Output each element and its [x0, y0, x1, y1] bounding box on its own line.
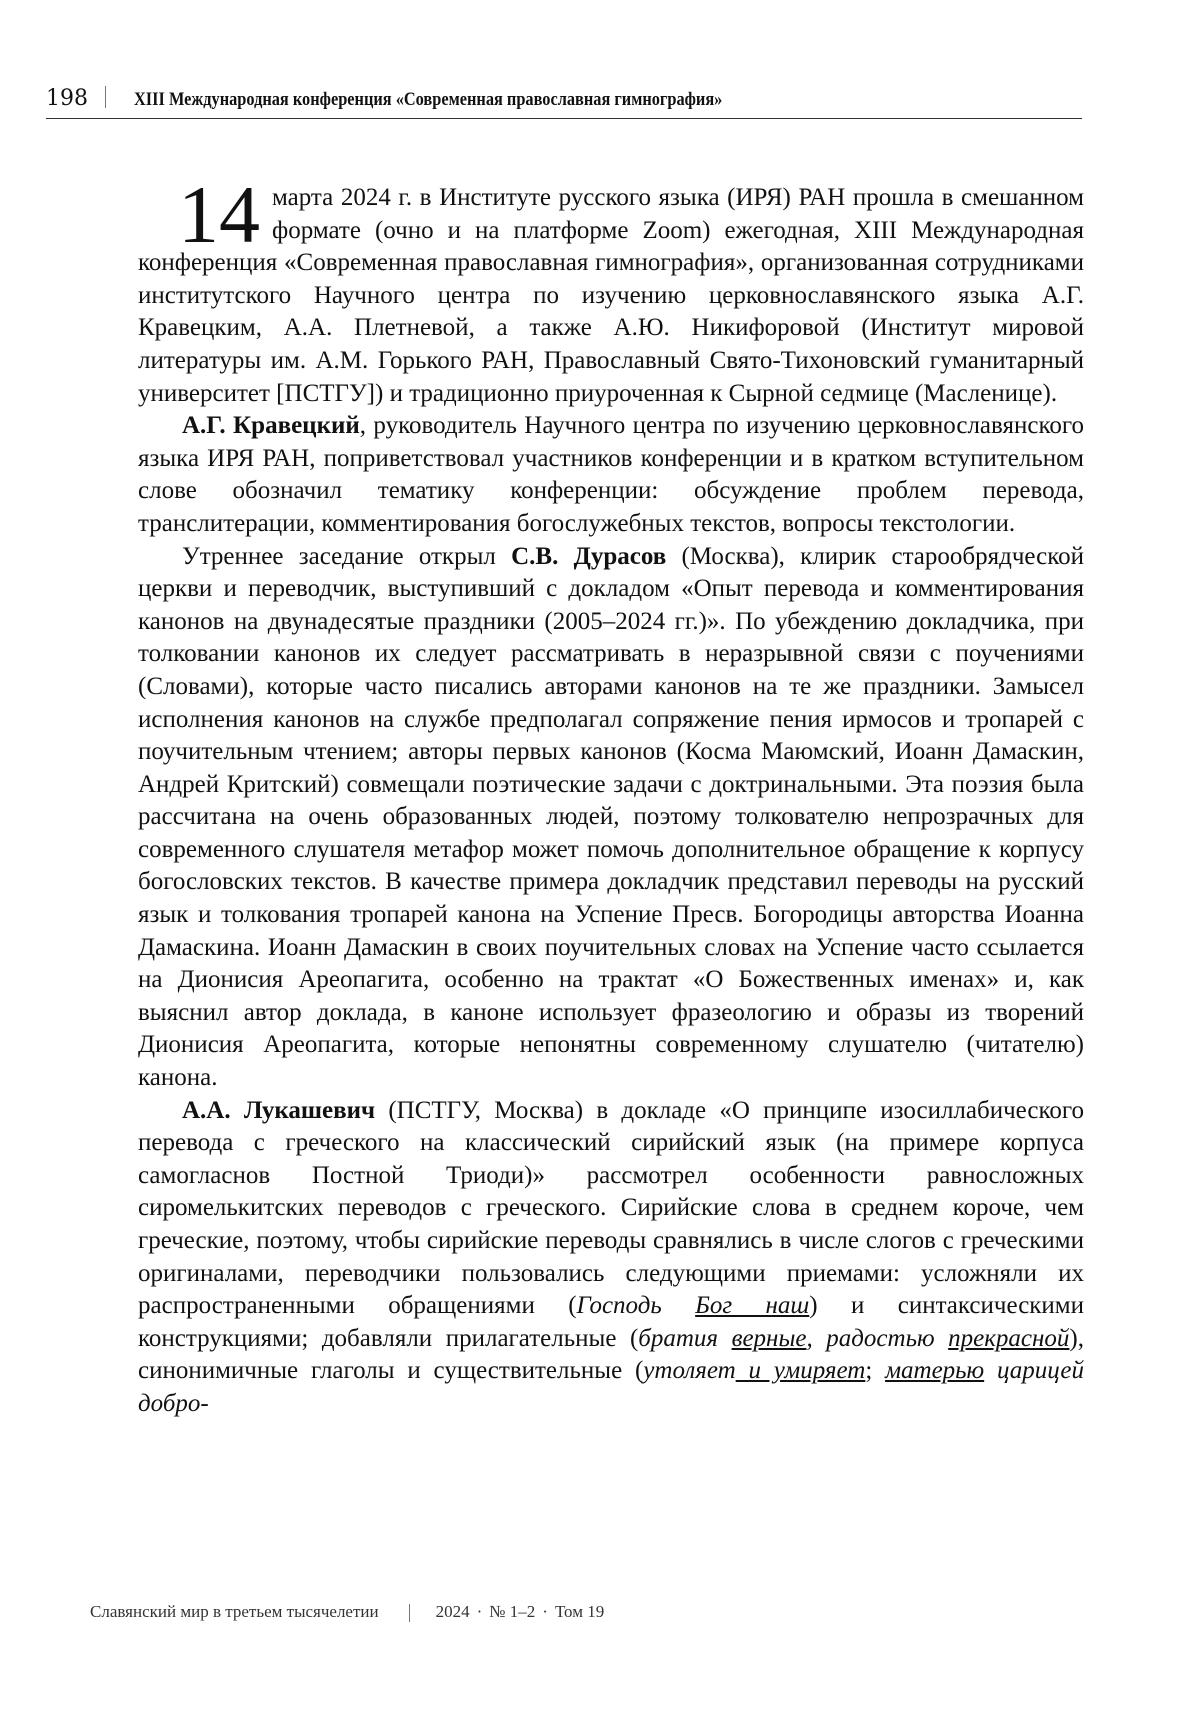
- footer-dot: ·: [476, 1602, 483, 1621]
- italic-example-underlined: верные: [731, 1324, 807, 1352]
- paragraph-text: (ПСТГУ, Москва) в докладе «О принципе изосиллабического перевода с греческого на классический сирийский язык (на примере корпуса самогласнов Постной Триоди)» рассмотрел особенности равносложных сиромелькитских переводов с греческого. Сирийские слова в среднем короче, чем греческие, поэтому, чтобы сирийские переводы сравнялись в числе слогов с греческими оригиналами, переводчики пользовались следующими приемами: усложняли их распространенными обращениями (: [138, 1096, 1084, 1320]
- journal-title: Славянский мир в третьем тысячелетии: [90, 1602, 379, 1621]
- paragraph-text: , руководитель Научного центра по изучению церковнославянского языка ИРЯ РАН, поприветствовал участников конференции и в кратком вступительном слове обозначил тематику конференции: обсуждение проблем перевода, транслитерации, комментирования богослужебных текстов, вопросы текстологии.: [138, 412, 1084, 537]
- paragraph-text: (Москва), клирик старообрядческой церкви и переводчик, выступивший с докладом «Опыт перевода и комментирования канонов на двунадесятые праздники (2005–2024 гг.)». По убеждению докладчика, при толковании канонов их следует рассматривать в неразрывной связи с поучениями (Словами), которые часто писались авторами канонов на те же праздники. Замысел исполнения канонов на службе предполагал сопряжение пения ирмосов и тропарей с поучительным чтением; авторы первых канонов (Косма Маюмский, Иоанн Дамаскин, Андрей Критский) совмещали поэтические задачи с доктринальными. Эта поэзия была рассчитана на очень образованных людей, поэтому толкователю непрозрачных для современного слушателя метафор может помочь дополнительное обращение к корпусу богословских текстов. В качестве примера докладчик представил переводы на русский язык и толкования тропарей канона на Успение Пресв. Богородицы авторства Иоанна Дамаскина. Иоанн Дамаскин в своих поучительных словах на Успение часто ссылается на Дионисия Ареопагита, особенно на трактат «О Божественных именах» и, как выяснил автор доклада, в каноне использует фразеологию и образы из творений Дионисия Ареопагита, которые непонятны современному слушателю (читателю) канона.: [138, 542, 1084, 1092]
- paragraph-text: Утреннее заседание открыл: [182, 542, 512, 570]
- journal-year: 2024: [435, 1602, 470, 1621]
- paragraph-text: ), синонимичные глаголы и существительные (: [138, 1324, 1084, 1385]
- paragraph-durasov: [138, 541, 1084, 1095]
- journal-volume: Том 19: [554, 1602, 605, 1621]
- running-title: XIII Международная конференция «Современная православная гимнография»: [134, 89, 723, 110]
- paragraph-lukashevich: [138, 1095, 1084, 1421]
- italic-example: братия: [638, 1324, 732, 1352]
- italic-example-underlined: и умиряет: [735, 1357, 866, 1385]
- paragraph-intro: [138, 169, 1084, 410]
- drop-cap: 14: [178, 169, 260, 260]
- italic-example: царицей добро-: [138, 1357, 1084, 1417]
- paragraph-text: ;: [865, 1357, 886, 1385]
- paragraph-text: марта 2024 г. в Институте русского языка (ИРЯ) РАН прошла в смешанном формате (очно и на платформе Zoom) ежегодная, XIII Международная конференция «Современная православная гимнография», организованная сотрудниками институтского Научного центра по изучению церковнославянского языка А.Г. Кравецким, А.А. Плетневой, а также А.Ю. Никифоровой (Институт мировой литературы им. А.М. Горького РАН, Православный Свято-Тихоновский гуманитарный университет [ПСТГУ]) и традиционно приуроченная к Сырной седмице (Масленице).: [138, 184, 1084, 407]
- paragraph-kravetsky: [138, 410, 1084, 540]
- paragraph-text: ) и синтаксическими конструкциями; добавляли прилагательные (: [138, 1292, 1085, 1352]
- article-body: [138, 169, 1085, 1421]
- italic-example-underlined: Бог наш: [695, 1292, 810, 1320]
- speaker-name: А.А. Лукашевич: [182, 1096, 376, 1124]
- italic-example-underlined: матерью: [885, 1357, 985, 1385]
- footer-dot: ·: [542, 1602, 548, 1621]
- page-footer: [90, 1602, 604, 1622]
- italic-example-underlined: прекрасной: [948, 1324, 1070, 1352]
- speaker-name: С.В. Дурасов: [511, 542, 667, 570]
- running-header: [46, 82, 1082, 119]
- italic-example: , радостью: [806, 1324, 949, 1352]
- italic-example: утоляет: [643, 1357, 736, 1385]
- header-separator: [105, 86, 106, 108]
- journal-issue: № 1–2: [489, 1602, 536, 1621]
- italic-example: Господь: [576, 1292, 696, 1320]
- page-number: 198: [46, 86, 88, 111]
- speaker-name: А.Г. Кравецкий: [182, 412, 360, 440]
- footer-separator: [409, 1604, 410, 1622]
